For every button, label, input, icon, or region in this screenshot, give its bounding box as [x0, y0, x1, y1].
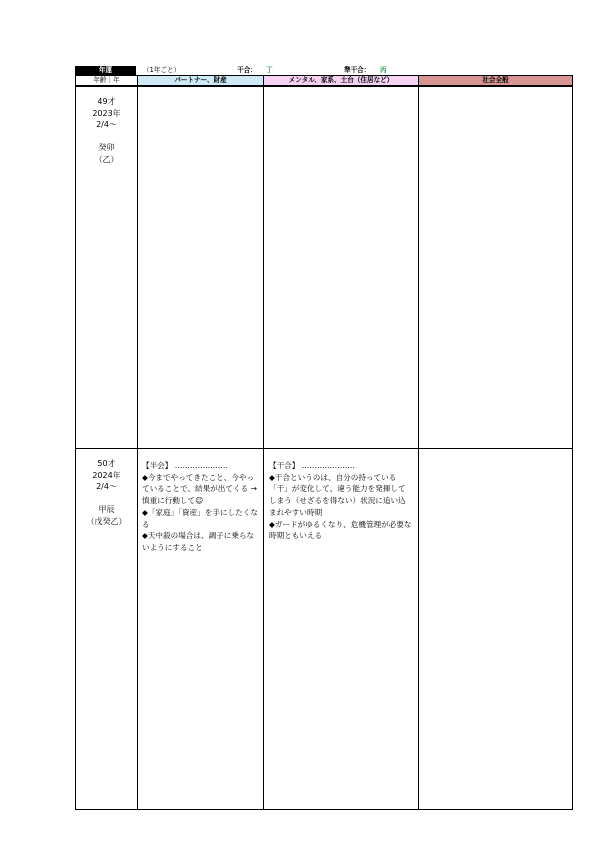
row-divider [76, 448, 572, 449]
kango-heading: 【干合】 ………………… [269, 461, 355, 470]
zokan: （乙） [94, 154, 119, 164]
age-cell-2024 [76, 458, 137, 527]
kanshi: 甲辰 [98, 505, 115, 514]
start-date: 2/4～ [96, 482, 117, 491]
partner-note: ◆天中殺の場合は、調子に乗らないようにすること [142, 531, 255, 552]
fortune-table [75, 86, 573, 810]
header-partner: パートナー、財産 [137, 75, 264, 86]
per-year-note: （1年ごと） [143, 66, 181, 74]
year: 2023年 [92, 108, 121, 118]
zokan: （戊癸乙） [86, 516, 127, 526]
partner-note: ◆今までやってきたこと、今やっていることで、結果が出てくる → 慎重に行動して☺ [142, 472, 257, 506]
mental-note: ◆干合というのは、自分の持っている「干」が変化して、違う能力を発揮してしまう（せざるを得ない）状況に追い込まれやすい時期 [269, 472, 406, 517]
kango-value: 丁 [266, 66, 273, 74]
header-age-year: 年齢｜年 [75, 75, 138, 86]
kango-label: 干合： [237, 66, 257, 74]
mental-cell-2024 [269, 460, 413, 542]
header-society: 社会全般 [418, 75, 573, 86]
nen-un-label: 年運 [75, 66, 136, 75]
info-row [75, 66, 572, 75]
mental-note: ◆ガードがゆるくなり、危機管理が必要な時期ともいえる [269, 519, 412, 541]
annual-fortune-sheet [75, 66, 572, 552]
start-date: 2/4～ [96, 120, 117, 129]
junkango-label: 準干合： [344, 66, 371, 74]
age-cell-2023 [76, 96, 137, 165]
junkango-value: 丙 [380, 66, 387, 74]
hankai-heading: 【半会】 ………………… [142, 461, 228, 470]
age: 49才 [97, 97, 116, 106]
partner-note: ◆「家庭」「資産」を手にしたくなる [142, 507, 258, 529]
partner-cell-2024 [142, 460, 259, 554]
year: 2024年 [92, 470, 121, 480]
header-row [75, 75, 572, 85]
age: 50才 [97, 459, 116, 468]
kanshi: 癸卯 [98, 143, 115, 152]
header-mental: メンタル、家系、土台（住居など） [263, 75, 419, 86]
